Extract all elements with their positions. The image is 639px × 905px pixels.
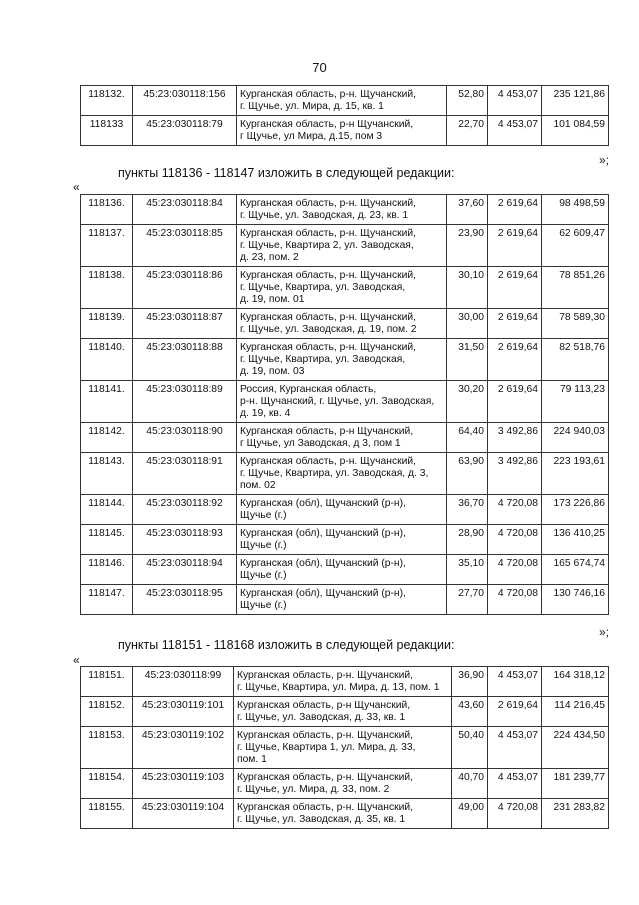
table-row [81, 727, 609, 769]
address-line: Курганская (обл), Щучанский (р-н), [240, 498, 406, 509]
address-line: д. 19, пом. 01 [240, 294, 305, 305]
table-row [81, 525, 609, 555]
area-value-cell: 35,10 [447, 555, 488, 585]
area-value-cell: 36,90 [452, 667, 488, 697]
opening-quote: « [73, 180, 80, 194]
cadastral-value-cell: 223 193,61 [542, 453, 609, 495]
area-value-cell: 50,40 [452, 727, 488, 769]
cadastral-number-cell: 45:23:030118:92 [133, 495, 237, 525]
address-cell [237, 495, 447, 525]
address-cell [237, 423, 447, 453]
area-value-cell: 23,90 [447, 225, 488, 267]
unit-value-cell: 2 619,64 [488, 309, 542, 339]
address-line: г. Щучье, ул. Заводская, д. 23, кв. 1 [240, 210, 409, 221]
row-number-cell: 118141. [81, 381, 133, 423]
address-line: Курганская (обл), Щучанский (р-н), [240, 588, 406, 599]
address-line: пом. 1 [237, 754, 267, 765]
cadastral-number-cell: 45:23:030118:79 [133, 116, 237, 146]
address-line: р-н. Щучанский, г. Щучье, ул. Заводская, [240, 396, 435, 407]
address-cell [237, 339, 447, 381]
row-number-cell: 118136. [81, 195, 133, 225]
cadastral-value-cell: 224 434,50 [542, 727, 609, 769]
cadastral-number-cell: 45:23:030119:101 [133, 697, 234, 727]
cadastral-value-cell: 101 084,59 [542, 116, 609, 146]
address-line: Курганская область, р-н Щучанский, [240, 119, 414, 130]
address-cell [237, 309, 447, 339]
closing-quote: »; [598, 153, 609, 167]
cadastral-number-cell: 45:23:030118:156 [133, 86, 237, 116]
address-cell [237, 555, 447, 585]
address-line: Курганская область, р-н. Щучанский, [240, 312, 416, 323]
row-number-cell: 118152. [81, 697, 133, 727]
cadastral-number-cell: 45:23:030118:88 [133, 339, 237, 381]
unit-value-cell: 2 619,64 [488, 195, 542, 225]
unit-value-cell: 2 619,64 [488, 381, 542, 423]
area-value-cell: 63,90 [447, 453, 488, 495]
row-number-cell: 118155. [81, 799, 133, 829]
address-cell [237, 86, 447, 116]
table-row [81, 86, 609, 116]
address-line: г. Щучье, ул. Заводская, д. 19, пом. 2 [240, 324, 417, 335]
address-line: Курганская область, р-н Щучанский, [237, 700, 411, 711]
cadastral-number-cell: 45:23:030118:84 [133, 195, 237, 225]
row-number-cell: 118147. [81, 585, 133, 615]
table-row [81, 769, 609, 799]
address-cell [234, 667, 452, 697]
address-line: Курганская область, р-н. Щучанский, [240, 456, 416, 467]
cadastral-number-cell: 45:23:030118:89 [133, 381, 237, 423]
table-row [81, 381, 609, 423]
area-value-cell: 49,00 [452, 799, 488, 829]
unit-value-cell: 4 453,07 [488, 667, 542, 697]
table-row [81, 225, 609, 267]
area-value-cell: 37,60 [447, 195, 488, 225]
address-line: Курганская область, р-н Щучанский, [240, 426, 414, 437]
cadastral-value-cell: 235 121,86 [542, 86, 609, 116]
address-line: Щучье (г.) [240, 540, 287, 551]
address-line: Курганская область, р-н. Щучанский, [237, 802, 413, 813]
table-row [81, 423, 609, 453]
address-cell [237, 453, 447, 495]
address-cell [237, 381, 447, 423]
address-line: Курганская область, р-н. Щучанский, [240, 228, 416, 239]
unit-value-cell: 4 453,07 [488, 116, 542, 146]
address-line: г. Щучье, Квартира, ул. Мира, д. 13, пом. 1 [237, 682, 440, 693]
row-number-cell: 118142. [81, 423, 133, 453]
cadastral-number-cell: 45:23:030118:85 [133, 225, 237, 267]
cadastral-value-cell: 173 226,86 [542, 495, 609, 525]
address-line: г. Щучье, ул. Мира, д. 33, пом. 2 [237, 784, 390, 795]
cadastral-value-cell: 62 609,47 [542, 225, 609, 267]
area-value-cell: 27,70 [447, 585, 488, 615]
address-line: д. 23, пом. 2 [240, 252, 299, 263]
cadastral-number-cell: 45:23:030118:91 [133, 453, 237, 495]
cadastral-value-cell: 79 113,23 [542, 381, 609, 423]
table-row [81, 697, 609, 727]
unit-value-cell: 4 453,07 [488, 86, 542, 116]
unit-value-cell: 4 720,08 [488, 585, 542, 615]
address-line: Курганская область, р-н. Щучанский, [240, 198, 416, 209]
unit-value-cell: 2 619,64 [488, 225, 542, 267]
table-row [81, 585, 609, 615]
unit-value-cell: 3 492,86 [488, 423, 542, 453]
row-number-cell: 118143. [81, 453, 133, 495]
unit-value-cell: 4 453,07 [488, 769, 542, 799]
address-line: г. Щучье, ул. Заводская, д. 33, кв. 1 [237, 712, 406, 723]
table-row [81, 309, 609, 339]
cadastral-number-cell: 45:23:030118:94 [133, 555, 237, 585]
row-number-cell: 118132. [81, 86, 133, 116]
area-value-cell: 30,00 [447, 309, 488, 339]
area-value-cell: 22,70 [447, 116, 488, 146]
cadastral-value-cell: 136 410,25 [542, 525, 609, 555]
row-number-cell: 118144. [81, 495, 133, 525]
amendment-instruction: пункты 118151 - 118168 изложить в следующей редакции: [118, 638, 455, 652]
area-value-cell: 28,90 [447, 525, 488, 555]
address-line: г. Щучье, Квартира, ул. Заводская, [240, 354, 406, 365]
cadastral-value-cell: 181 239,77 [542, 769, 609, 799]
closing-quote: »; [598, 625, 609, 639]
unit-value-cell: 4 720,08 [488, 799, 542, 829]
address-line: г. Щучье, ул. Заводская, д. 35, кв. 1 [237, 814, 406, 825]
address-cell [234, 769, 452, 799]
address-line: г Щучье, ул Заводская, д 3, пом 1 [240, 438, 401, 449]
address-line: Курганская область, р-н. Щучанский, [240, 342, 416, 353]
cadastral-number-cell: 45:23:030118:95 [133, 585, 237, 615]
address-line: Курганская область, р-н. Щучанский, [237, 730, 413, 741]
address-line: Курганская область, р-н. Щучанский, [237, 772, 413, 783]
address-cell [237, 116, 447, 146]
address-cell [237, 195, 447, 225]
area-value-cell: 36,70 [447, 495, 488, 525]
address-line: пом. 02 [240, 480, 276, 491]
row-number-cell: 118138. [81, 267, 133, 309]
address-cell [234, 697, 452, 727]
cadastral-value-cell: 98 498,59 [542, 195, 609, 225]
address-line: г. Щучье, Квартира 2, ул. Заводская, [240, 240, 414, 251]
address-line: г. Щучье, Квартира 1, ул. Мира, д. 33, [237, 742, 416, 753]
cadastral-number-cell: 45:23:030119:104 [133, 799, 234, 829]
property-table-1 [80, 85, 609, 146]
area-value-cell: 30,20 [447, 381, 488, 423]
table-row [81, 453, 609, 495]
row-number-cell: 118139. [81, 309, 133, 339]
address-line: Щучье (г.) [240, 600, 287, 611]
address-cell [237, 267, 447, 309]
unit-value-cell: 4 453,07 [488, 727, 542, 769]
address-line: Курганская область, р-н. Щучанский, [240, 270, 416, 281]
cadastral-number-cell: 45:23:030118:99 [133, 667, 234, 697]
table-row [81, 495, 609, 525]
area-value-cell: 43,60 [452, 697, 488, 727]
cadastral-number-cell: 45:23:030118:86 [133, 267, 237, 309]
address-line: Курганская (обл), Щучанский (р-н), [240, 528, 406, 539]
unit-value-cell: 4 720,08 [488, 555, 542, 585]
cadastral-value-cell: 231 283,82 [542, 799, 609, 829]
cadastral-value-cell: 165 674,74 [542, 555, 609, 585]
unit-value-cell: 4 720,08 [488, 495, 542, 525]
page-number: 70 [312, 60, 327, 75]
address-cell [234, 799, 452, 829]
area-value-cell: 30,10 [447, 267, 488, 309]
unit-value-cell: 2 619,64 [488, 697, 542, 727]
address-line: г. Щучье, Квартира, ул. Заводская, д. 3, [240, 468, 429, 479]
cadastral-value-cell: 114 216,45 [542, 697, 609, 727]
area-value-cell: 64,40 [447, 423, 488, 453]
area-value-cell: 40,70 [452, 769, 488, 799]
cadastral-value-cell: 78 589,30 [542, 309, 609, 339]
area-value-cell: 52,80 [447, 86, 488, 116]
table-row [81, 116, 609, 146]
table-row [81, 799, 609, 829]
address-line: д. 19, пом. 03 [240, 366, 305, 377]
cadastral-value-cell: 130 746,16 [542, 585, 609, 615]
address-line: Курганская область, р-н. Щучанский, [237, 670, 413, 681]
cadastral-number-cell: 45:23:030118:93 [133, 525, 237, 555]
property-table-3 [80, 666, 609, 829]
row-number-cell: 118146. [81, 555, 133, 585]
unit-value-cell: 4 720,08 [488, 525, 542, 555]
cadastral-value-cell: 224 940,03 [542, 423, 609, 453]
table-row [81, 339, 609, 381]
address-cell [234, 727, 452, 769]
table-row [81, 667, 609, 697]
address-cell [237, 225, 447, 267]
table-row [81, 267, 609, 309]
table-row [81, 195, 609, 225]
table-row [81, 555, 609, 585]
row-number-cell: 118137. [81, 225, 133, 267]
address-cell [237, 525, 447, 555]
cadastral-value-cell: 164 318,12 [542, 667, 609, 697]
address-line: г Щучье, ул Мира, д.15, пом 3 [240, 131, 383, 142]
cadastral-number-cell: 45:23:030118:90 [133, 423, 237, 453]
address-line: д. 19, кв. 4 [240, 408, 291, 419]
opening-quote: « [73, 653, 80, 667]
unit-value-cell: 2 619,64 [488, 267, 542, 309]
amendment-instruction: пункты 118136 - 118147 изложить в следующей редакции: [118, 166, 455, 180]
area-value-cell: 31,50 [447, 339, 488, 381]
cadastral-number-cell: 45:23:030118:87 [133, 309, 237, 339]
row-number-cell: 118151. [81, 667, 133, 697]
address-line: Щучье (г.) [240, 510, 287, 521]
cadastral-value-cell: 82 518,76 [542, 339, 609, 381]
address-line: г. Щучье, Квартира, ул. Заводская, [240, 282, 406, 293]
address-line: г. Щучье, ул. Мира, д. 15, кв. 1 [240, 101, 384, 112]
row-number-cell: 118145. [81, 525, 133, 555]
cadastral-value-cell: 78 851,26 [542, 267, 609, 309]
row-number-cell: 118153. [81, 727, 133, 769]
address-cell [237, 585, 447, 615]
unit-value-cell: 3 492,86 [488, 453, 542, 495]
unit-value-cell: 2 619,64 [488, 339, 542, 381]
row-number-cell: 118140. [81, 339, 133, 381]
address-line: Щучье (г.) [240, 570, 287, 581]
address-line: Курганская (обл), Щучанский (р-н), [240, 558, 406, 569]
cadastral-number-cell: 45:23:030119:102 [133, 727, 234, 769]
cadastral-number-cell: 45:23:030119:103 [133, 769, 234, 799]
row-number-cell: 118154. [81, 769, 133, 799]
address-line: Курганская область, р-н. Щучанский, [240, 89, 416, 100]
property-table-2 [80, 194, 609, 615]
row-number-cell: 118133 [81, 116, 133, 146]
address-line: Россия, Курганская область, [240, 384, 377, 395]
